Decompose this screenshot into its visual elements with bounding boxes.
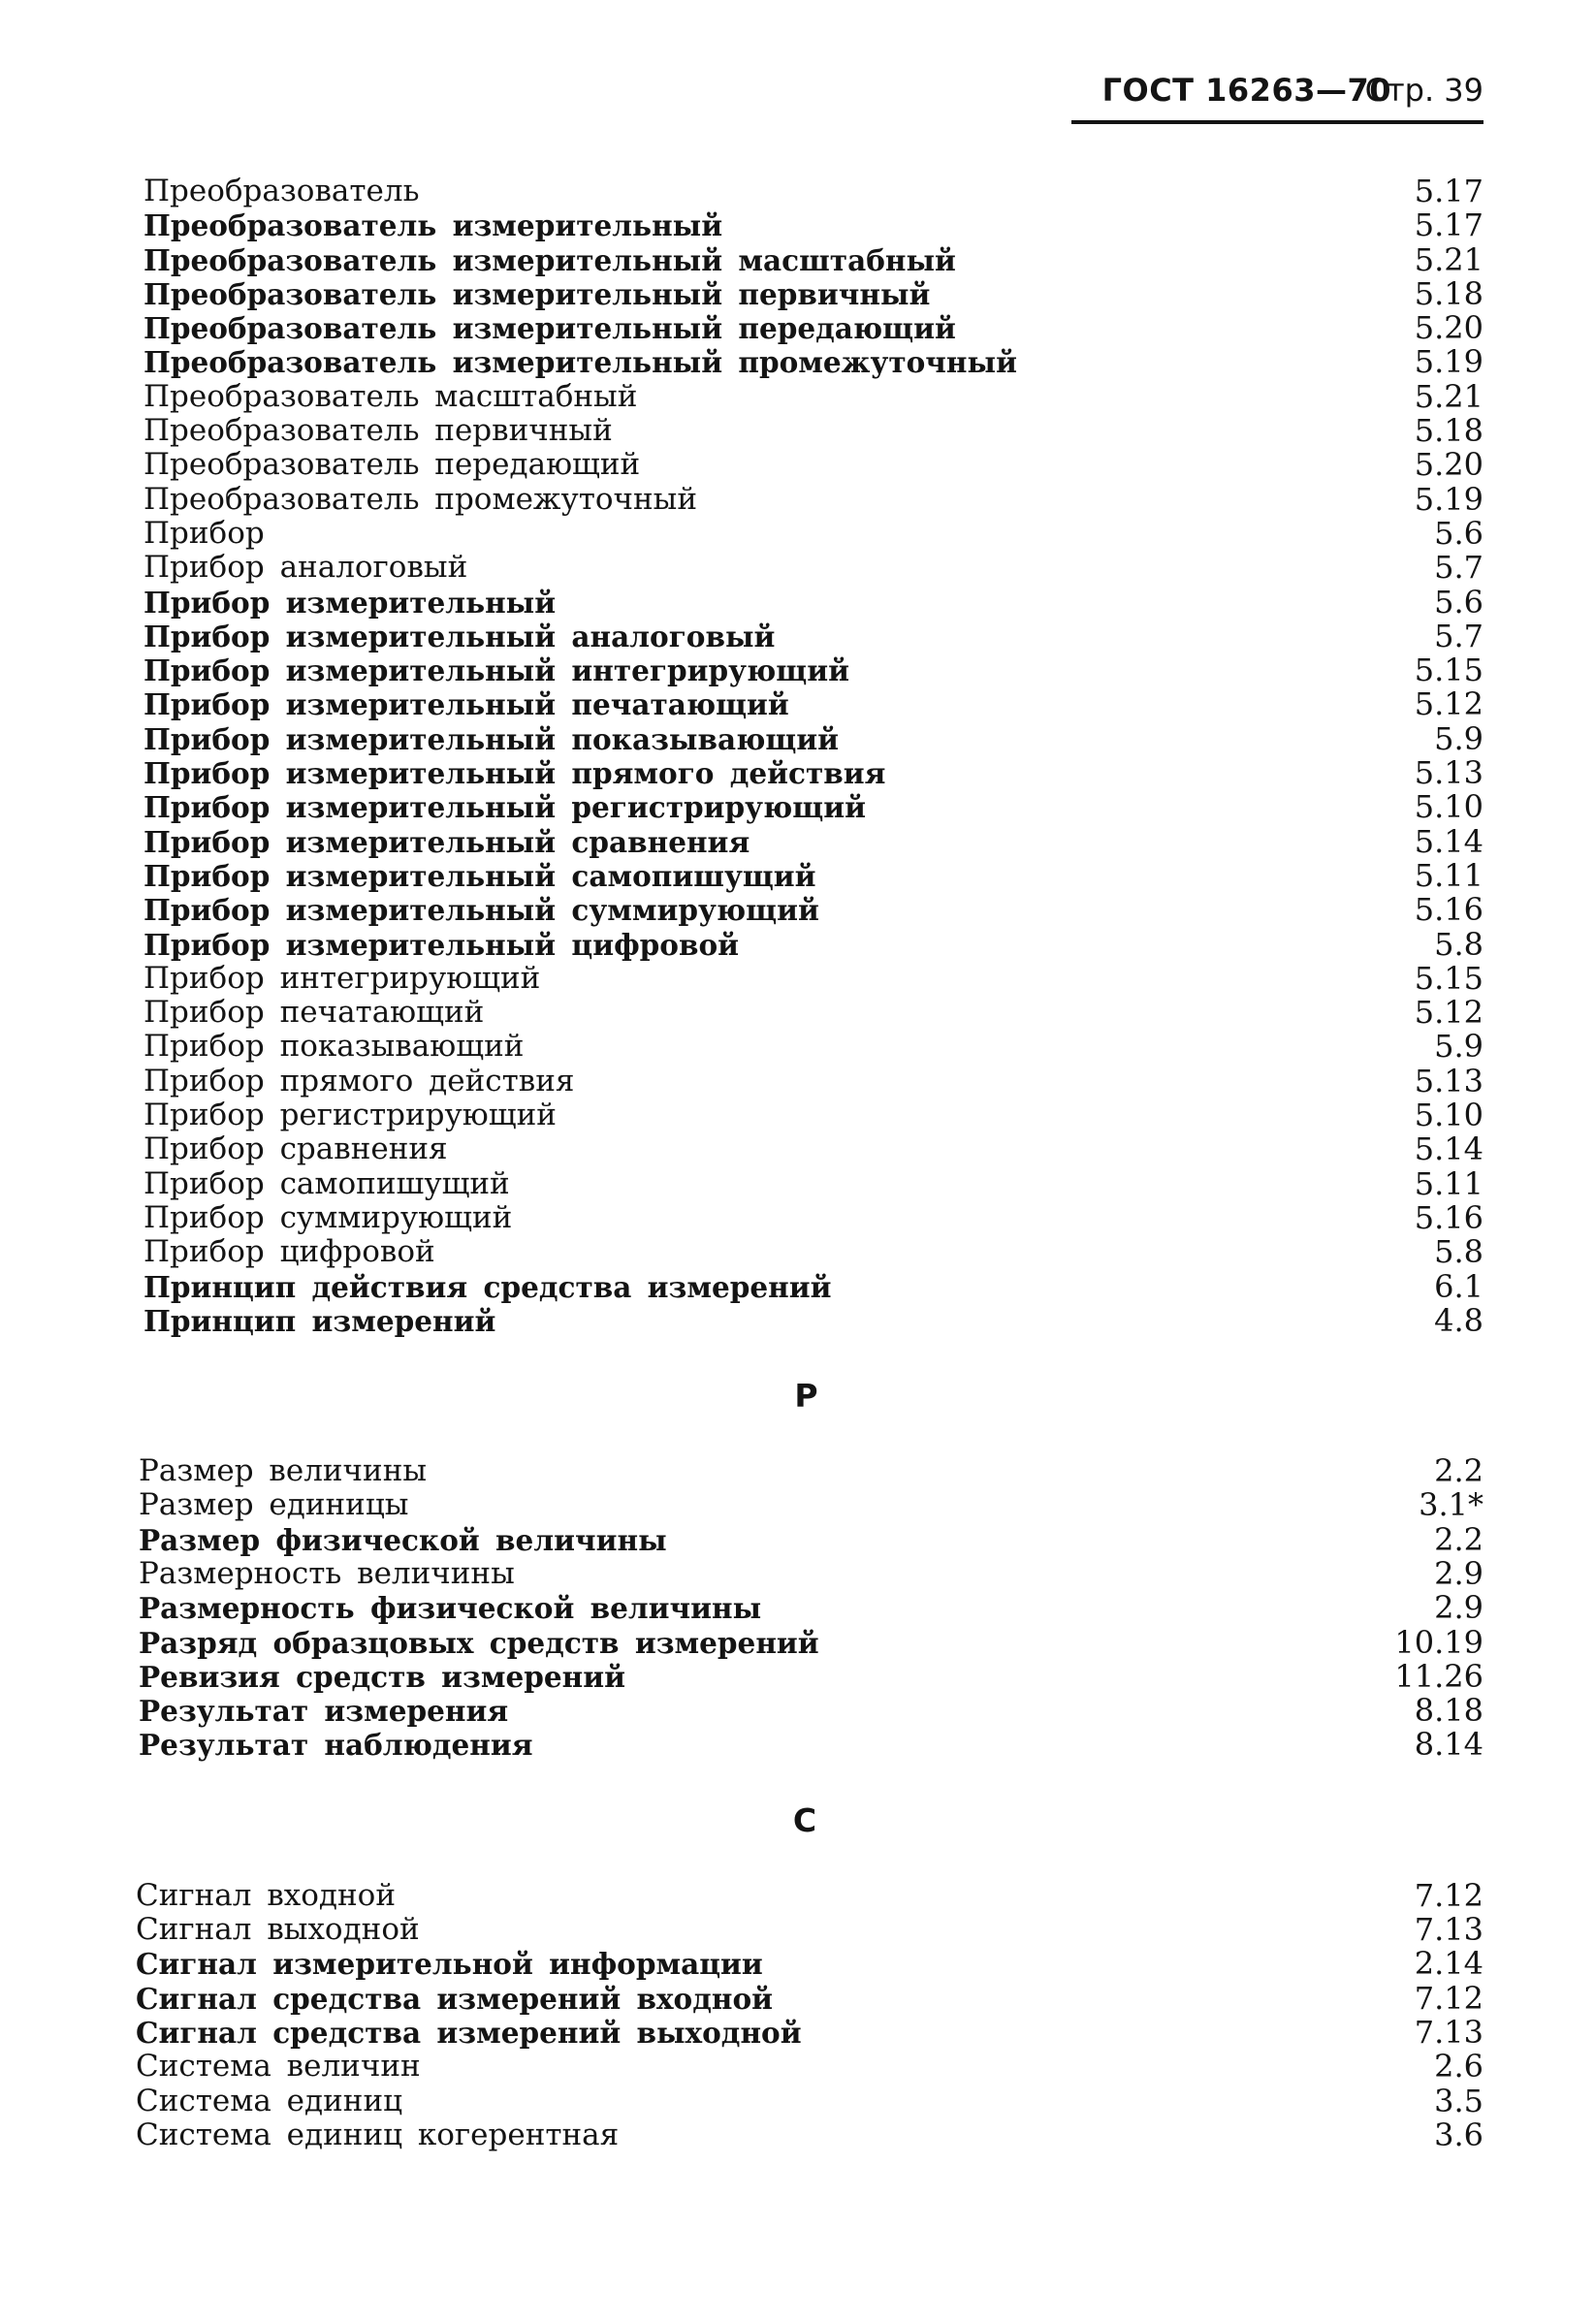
entry-term: Размерность физической величины [139,1591,762,1626]
entry-term: Прибор измерительный самопишущий [144,858,816,893]
index-entry [134,514,1483,552]
index-entry [129,1454,1483,1488]
entry-ref: 7.13 [1414,1911,1483,1949]
entry-ref: 7.12 [1414,1979,1483,2017]
index-entry [134,1164,1483,1202]
index-entry [129,1657,1483,1695]
entry-term: Прибор измерительный аналоговый [144,619,776,653]
page-number: Стр. 39 [1364,72,1483,109]
entry-ref: 2.2 [1434,1452,1483,1490]
entry-ref: 5.8 [1434,925,1483,963]
index-entry [134,1132,1483,1166]
index-entry [126,1947,1483,1981]
entry-ref: 5.13 [1414,1062,1483,1099]
entry-ref: 5.12 [1414,685,1483,723]
entry-ref: 5.20 [1414,309,1483,347]
entry-term: Принцип действия средства измерений [144,1269,832,1304]
entry-term: Сигнал входной [136,1877,396,1913]
entry-term: Преобразователь масштабный [144,378,638,414]
entry-ref: 7.12 [1414,1876,1483,1914]
entry-term: Прибор измерительный регистрирующий [144,790,866,825]
index-entry [129,1623,1483,1661]
index-entry [126,1979,1483,2017]
index-entry [134,175,1483,208]
entry-term: Прибор цифровой [144,1234,435,1270]
index-entry [126,2013,1483,2051]
index-entry [134,893,1483,927]
index-entry [134,925,1483,963]
entry-ref: 5.11 [1414,1164,1483,1202]
index-entry [126,1876,1483,1914]
index-entry [134,822,1483,860]
entry-ref: 3.1* [1419,1486,1483,1524]
index-entry [134,311,1483,345]
entry-term: Прибор измерительный печатающий [144,687,789,722]
index-entry [129,1591,1483,1625]
index-entry [134,1098,1483,1132]
entry-ref: 6.1 [1434,1267,1483,1305]
entry-term: Сигнал средства измерений входной [136,1981,774,2016]
entry-term: Прибор [144,515,265,551]
entry-term: Преобразователь измерительный промежуточный [144,345,1017,380]
index-entry [129,1694,1483,1728]
index-entry [134,1030,1483,1064]
index-entry [126,2082,1483,2119]
entry-term: Прибор показывающий [144,1029,525,1065]
entry-ref: 5.6 [1434,583,1483,621]
entry-term: Результат наблюдения [139,1728,533,1763]
entry-term: Прибор прямого действия [144,1063,575,1098]
entry-ref: 5.20 [1414,446,1483,484]
index-entry [134,617,1483,654]
entry-list [129,1454,1483,1763]
entry-ref: 5.21 [1414,377,1483,415]
entry-list [134,175,1483,1338]
entry-ref: 7.13 [1414,2013,1483,2051]
entry-ref: 5.18 [1414,412,1483,450]
index-entry [126,1913,1483,1947]
entry-ref: 3.5 [1434,2082,1483,2119]
entry-term: Система единиц [136,2083,403,2118]
entry-term: Размер единицы [139,1487,409,1523]
entry-ref: 5.16 [1414,891,1483,929]
entry-term: Преобразователь измерительный [144,208,723,243]
entry-ref: 5.11 [1414,856,1483,894]
entry-ref: 11.26 [1394,1657,1483,1695]
entry-ref: 5.7 [1434,617,1483,654]
entry-ref: 5.18 [1414,274,1483,312]
entry-ref: 5.12 [1414,994,1483,1032]
entry-ref: 5.19 [1414,480,1483,518]
index-entry [129,1728,1483,1762]
entry-ref: 5.17 [1414,207,1483,244]
index-entry [134,687,1483,721]
entry-term: Принцип измерений [144,1303,496,1338]
header-rule [1071,120,1483,124]
index-entry [134,377,1483,415]
index-entry [134,996,1483,1030]
index-entry [134,856,1483,894]
index-entry [134,551,1483,585]
index-entry [134,1301,1483,1339]
index-entry [134,480,1483,518]
index-entry [129,1488,1483,1522]
standard-number: ГОСТ 16263—70 [1101,72,1391,109]
index-section-p [134,175,1483,1338]
entry-ref: 5.17 [1414,173,1483,209]
index-entry [126,2050,1483,2084]
entry-term: Прибор измерительный показывающий [144,721,840,756]
index-entry [134,1062,1483,1099]
entry-term: Преобразователь первичный [144,413,613,449]
entry-term: Система единиц когерентная [136,2117,620,2152]
entry-ref: 5.9 [1434,1028,1483,1066]
entry-ref: 5.14 [1414,1130,1483,1168]
index-entry [134,959,1483,997]
index-entry [126,2118,1483,2152]
entry-ref: 2.14 [1414,1945,1483,1983]
entry-ref: 10.19 [1394,1623,1483,1661]
entry-ref: 8.18 [1414,1692,1483,1730]
index-entry [129,1554,1483,1592]
entry-term: Прибор измерительный цифровой [144,927,740,962]
entry-ref: 2.2 [1434,1520,1483,1558]
entry-term: Прибор измерительный прямого действия [144,756,886,791]
entry-ref: 5.10 [1414,1097,1483,1134]
entry-ref: 5.13 [1414,754,1483,792]
entry-term: Прибор регистрирующий [144,1098,557,1133]
term-index [134,175,1483,2152]
entry-term: Преобразователь промежуточный [144,481,697,517]
entry-term: Преобразователь измерительный масштабный [144,242,956,277]
entry-ref: 3.6 [1434,2116,1483,2153]
entry-ref: 2.6 [1434,2048,1483,2085]
entry-term: Преобразователь измерительный передающий [144,311,956,346]
entry-term: Сигнал измерительной информации [136,1947,763,1982]
entry-ref: 5.15 [1414,959,1483,997]
entry-term: Прибор измерительный суммирующий [144,893,819,928]
entry-term: Прибор аналоговый [144,550,468,586]
index-entry [134,345,1483,379]
entry-term: Преобразователь измерительный первичный [144,276,931,311]
entry-ref: 5.10 [1414,788,1483,826]
entry-term: Преобразователь передающий [144,447,641,483]
index-section-s [126,1763,1483,2152]
index-entry [134,240,1483,278]
entry-term: Прибор интегрирующий [144,960,541,996]
entry-term: Размерность величины [139,1555,515,1591]
entry-ref: 4.8 [1434,1301,1483,1339]
entry-ref: 5.7 [1434,549,1483,587]
entry-ref: 5.14 [1414,822,1483,860]
entry-ref: 5.6 [1434,514,1483,552]
entry-term: Прибор измерительный [144,585,557,620]
entry-list [126,1876,1483,2153]
index-entry [134,1267,1483,1305]
entry-term: Разряд образцовых средств измерений [139,1625,819,1660]
entry-ref: 5.8 [1434,1233,1483,1271]
entry-term: Результат измерения [139,1694,509,1729]
entry-term: Размер величины [139,1453,428,1489]
entry-term: Прибор печатающий [144,995,485,1031]
index-entry [134,208,1483,242]
index-entry [134,583,1483,621]
entry-ref: 5.19 [1414,343,1483,381]
entry-term: Прибор суммирующий [144,1199,513,1235]
entry-ref: 5.15 [1414,652,1483,689]
index-entry [134,414,1483,448]
entry-term: Прибор самопишущий [144,1165,510,1201]
page-header [1071,72,1483,130]
entry-term: Размер физической величины [139,1522,667,1557]
index-entry [129,1520,1483,1558]
entry-term: Сигнал выходной [136,1912,420,1948]
index-entry [134,719,1483,757]
entry-term: Прибор сравнения [144,1131,448,1167]
index-entry [134,1235,1483,1269]
index-entry [134,1198,1483,1236]
index-entry [134,653,1483,687]
entry-ref: 8.14 [1414,1726,1483,1764]
entry-ref: 5.9 [1434,719,1483,757]
entry-term: Система величин [136,2049,421,2085]
index-entry [134,756,1483,790]
entry-term: Сигнал средства измерений выходной [136,2015,802,2050]
index-entry [134,790,1483,824]
index-entry [134,448,1483,482]
section-letter: С [792,1800,817,1839]
entry-ref: 5.21 [1414,240,1483,278]
entry-term: Ревизия средств измерений [139,1659,625,1694]
entry-ref: 5.16 [1414,1198,1483,1236]
index-section-r [129,1338,1483,1763]
entry-ref: 2.9 [1434,1589,1483,1627]
section-letter: Р [794,1377,818,1416]
entry-term: Преобразователь [144,174,420,208]
entry-term: Прибор измерительный сравнения [144,824,750,859]
entry-ref: 2.9 [1434,1554,1483,1592]
index-entry [134,274,1483,312]
entry-term: Прибор измерительный интегрирующий [144,653,849,688]
